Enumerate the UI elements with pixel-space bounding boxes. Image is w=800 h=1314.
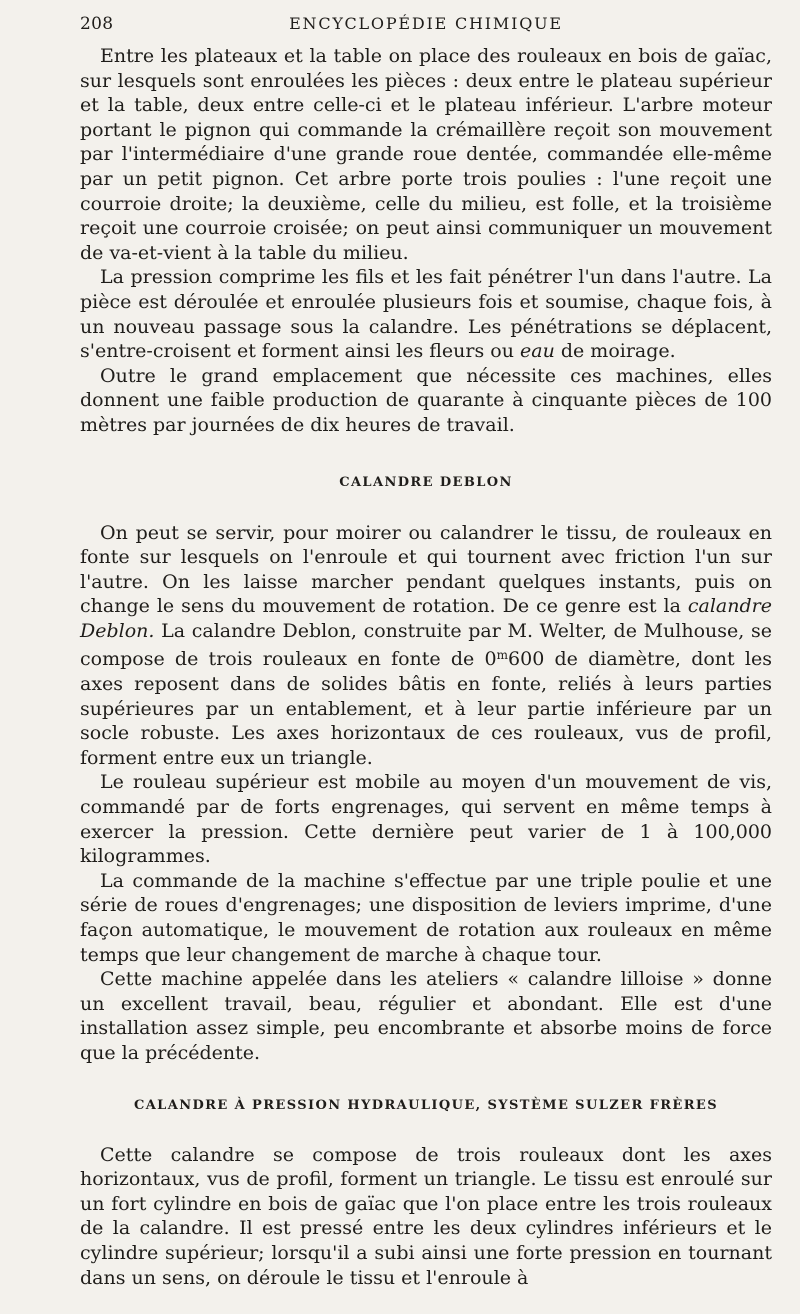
section-heading-calandre-hydraulique: CALANDRE À PRESSION HYDRAULIQUE, SYSTÈME SULZER FRÈRES: [133, 1097, 719, 1113]
paragraph-4: [80, 521, 772, 771]
paragraph-2-text-a: La pression comprime les fils et les fait pénétrer l'un dans l'autre. La pièce est déroulée et enroulée plusieurs fois et soumise, chaque fois, à un nouveau passage sous la calandre. Les pénétrations se déplacent, s'entre-croisent et forment ainsi les fleurs ou: [80, 266, 772, 363]
paragraph-6: La commande de la machine s'effectue par une triple poulie et une série de roues d'engrenages; une disposition de leviers imprime, d'une façon automatique, le mouvement de rotation aux rouleaux en même temps que leur changement de marche à chaque tour.: [80, 869, 772, 966]
paragraph-2: [80, 265, 772, 363]
paragraph-7: Cette machine appelée dans les ateliers « calandre lilloise » donne un excellent travail, beau, régulier et abondant. Elle est d'une installation assez simple, peu encombrante et absorbe moins de force que la précédente.: [80, 968, 772, 1064]
paragraph-4-italic: calandre Deblon.: [80, 595, 772, 642]
paragraph-4-superscript: m: [496, 648, 509, 663]
paragraph-4-text-c: 600 de diamètre, dont les axes reposent dans de solides bâtis en fonte, reliés à leurs parties supérieures par un entablement, et à leur partie inférieure par un socle robuste. Les axes horizontaux de ces rouleaux, vus de profil, forment entre eux un triangle.: [80, 648, 772, 769]
paragraph-5: Le rouleau supérieur est mobile au moyen d'un mouvement de vis, commandé par de forts engrenages, qui servent en même temps à exercer la pression. Cette dernière peut varier de 1 à 100,000 kilogrammes.: [80, 771, 772, 868]
paragraph-3: Outre le grand emplacement que nécessite ces machines, elles donnent une faible production de quarante à cinquante pièces de 100 mètres par journées de dix heures de travail.: [80, 364, 772, 436]
paragraph-1: Entre les plateaux et la table on place des rouleaux en bois de gaïac, sur lesquels sont enroulées les pièces : deux entre le plateau supérieur et la table, deux entre celle-ci et le plateau inférieur. L'arbre moteur portant le pignon qui commande la crémaillère reçoit son mouvement par l'intermédiaire d'une grande roue dentée, commandée elle-même par un petit pignon. Cet arbre porte trois poulies : l'une reçoit une courroie droite; la deuxième, celle du milieu, est folle, et la troisième reçoit une courroie croisée; on peut ainsi communiquer un mouvement de va-et-vient à la table du milieu.: [80, 45, 772, 264]
paragraph-2-italic: eau: [520, 340, 555, 363]
section-heading-calandre-deblon: CALANDRE DEBLON: [339, 474, 513, 490]
paragraph-2-text-b: de moirage.: [554, 340, 676, 363]
paragraph-4-text-a: On peut se servir, pour moirer ou calandrer le tissu, de rouleaux en fonte sur lesquels on l'enroule et qui tournent avec friction l'un sur l'autre. On les laisse marcher pendant quelques instants, puis on change le sens du mouvement de rotation. De ce genre est la: [80, 521, 772, 618]
page-number: 208: [80, 14, 114, 34]
paragraph-8: Cette calandre se compose de trois rouleaux dont les axes horizontaux, vus de profil, forment un triangle. Le tissu est enroulé sur un fort cylindre en bois de gaïac que l'on place entre les trois rouleaux de la calandre. Il est pressé entre les deux cylindres inférieurs et le cylindre supérieur; lorsqu'il a subi ainsi une forte pression en tournant dans un sens, on déroule le tissu et l'enroule à: [80, 1143, 772, 1289]
page-header: [80, 14, 772, 40]
running-title: ENCYCLOPÉDIE CHIMIQUE: [289, 14, 563, 33]
paragraph-4-text-b: La calandre Deblon, construite par M. Welter, de Mulhouse, se compose de trois rouleaux en fonte de 0: [80, 619, 772, 671]
